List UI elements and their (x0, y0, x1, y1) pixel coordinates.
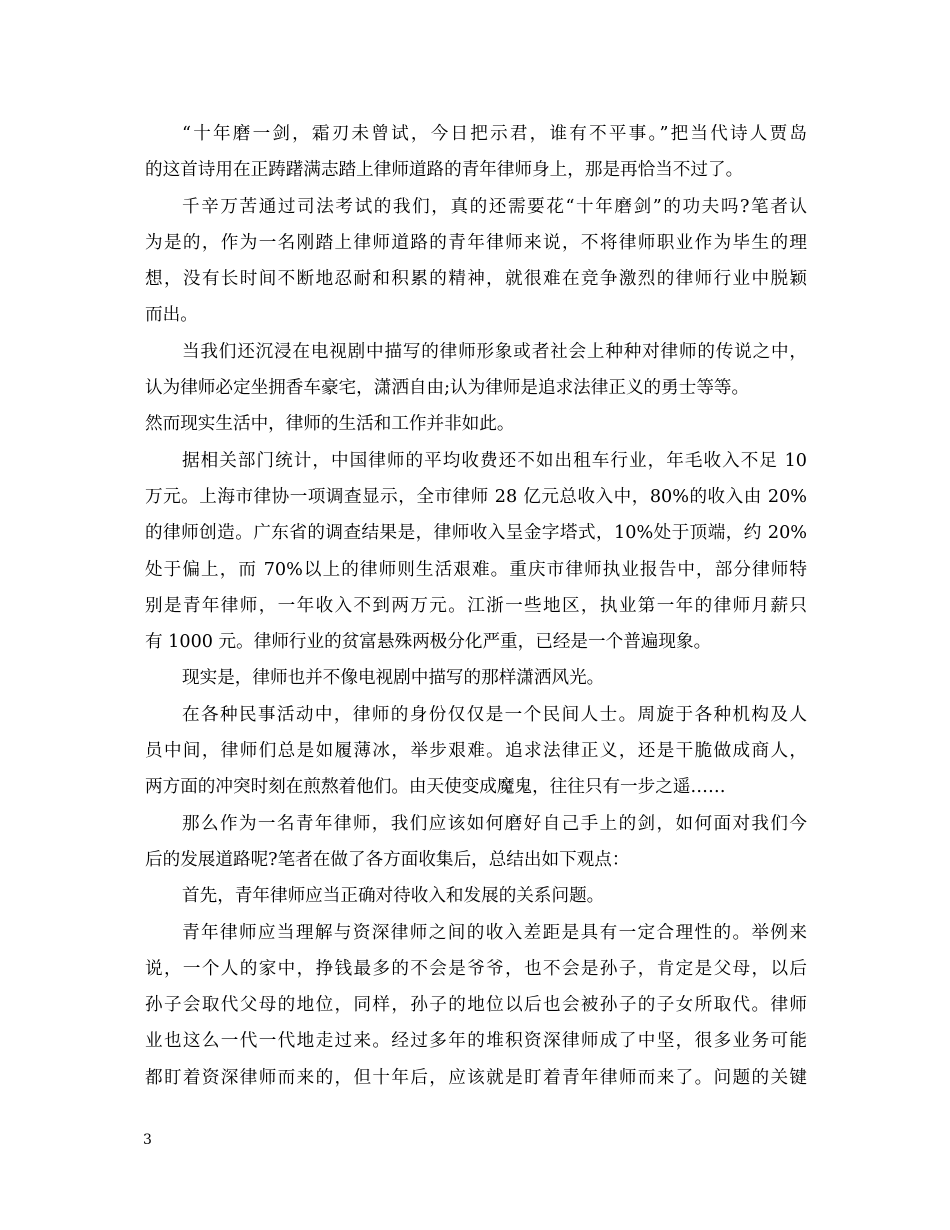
text-line: 然而现实生活中，律师的生活和工作并非如此。 (145, 414, 515, 435)
text-line: 说，一个人的家中，挣钱最多的不会是爷爷，也不会是孙子，肯定是父母，以后 (145, 958, 807, 979)
text-line: 首先，青年律师应当正确对待收入和发展的关系问题。 (182, 886, 605, 907)
text-line: 为是的，作为一名刚踏上律师道路的青年律师来说，不将律师职业作为毕生的理 (145, 232, 807, 253)
body-text (145, 116, 807, 1096)
text-line: 万元。上海市律协一项调查显示，全市律师 28 亿元总收入中，80%的收入由 20% (145, 486, 807, 507)
text-line: 别是青年律师，一年收入不到两万元。江浙一些地区，执业第一年的律师月薪只 (145, 595, 807, 616)
text-line: 处于偏上，而 70%以上的律师则生活艰难。重庆市律师执业报告中，部分律师特 (145, 559, 807, 580)
text-line: 据相关部门统计，中国律师的平均收费还不如出租车行业，年毛收入不足 10 (182, 450, 807, 471)
text-line: 两方面的冲突时刻在煎熬着他们。由天使变成魔鬼，往往只有一步之遥…… (145, 777, 726, 798)
text-line: 都盯着资深律师而来的，但十年后，应该就是盯着青年律师而来了。问题的关键 (145, 1067, 807, 1088)
text-line: 青年律师应当理解与资深律师之间的收入差距是具有一定合理性的。举例来 (182, 922, 807, 943)
text-line: 后的发展道路呢?笔者在做了各方面收集后，总结出如下观点： (145, 849, 630, 870)
text-line: 的这首诗用在正踌躇满志踏上律师道路的青年律师身上，那是再恰当不过了。 (145, 160, 744, 181)
text-line: 在各种民事活动中，律师的身份仅仅是一个民间人士。周旋于各种机构及人 (182, 704, 807, 725)
text-line: 想，没有长时间不断地忍耐和积累的精神，就很难在竞争激烈的律师行业中脱颖 (145, 269, 807, 290)
text-line: 那么作为一名青年律师，我们应该如何磨好自己手上的剑，如何面对我们今 (182, 813, 807, 834)
text-line: “十年磨一剑，霜刃未曾试，今日把示君，谁有不平事。”把当代诗人贾岛 (182, 124, 807, 144)
text-line: 员中间，律师们总是如履薄冰，举步艰难。追求法律正义，还是干脆做成商人， (145, 741, 807, 762)
text-line: 孙子会取代父母的地位，同样，孙子的地位以后也会被孙子的子女所取代。律师 (145, 995, 807, 1016)
text-line: 业也这么一代一代地走过来。经过多年的堆积资深律师成了中坚，很多业务可能 (145, 1031, 807, 1052)
text-line: 现实是，律师也并不像电视剧中描写的那样潇洒风光。 (182, 668, 605, 689)
text-line: 认为律师必定坐拥香车豪宅，潇洒自由;认为律师是追求法律正义的勇士等等。 (145, 378, 750, 399)
text-line: 有 1000 元。律师行业的贫富悬殊两极分化严重，已经是一个普遍现象。 (145, 632, 712, 653)
text-line: 千辛万苦通过司法考试的我们，真的还需要花“十年磨剑”的功夫吗?笔者认 (182, 196, 807, 217)
page-number: 3 (143, 1132, 152, 1148)
text-line: 的律师创造。广东省的调查结果是，律师收入呈金字塔式，10%处于顶端，约 20% (145, 523, 807, 544)
text-line: 而出。 (145, 305, 198, 326)
text-line: 当我们还沉浸在电视剧中描写的律师形象或者社会上种种对律师的传说之中， (182, 341, 807, 362)
